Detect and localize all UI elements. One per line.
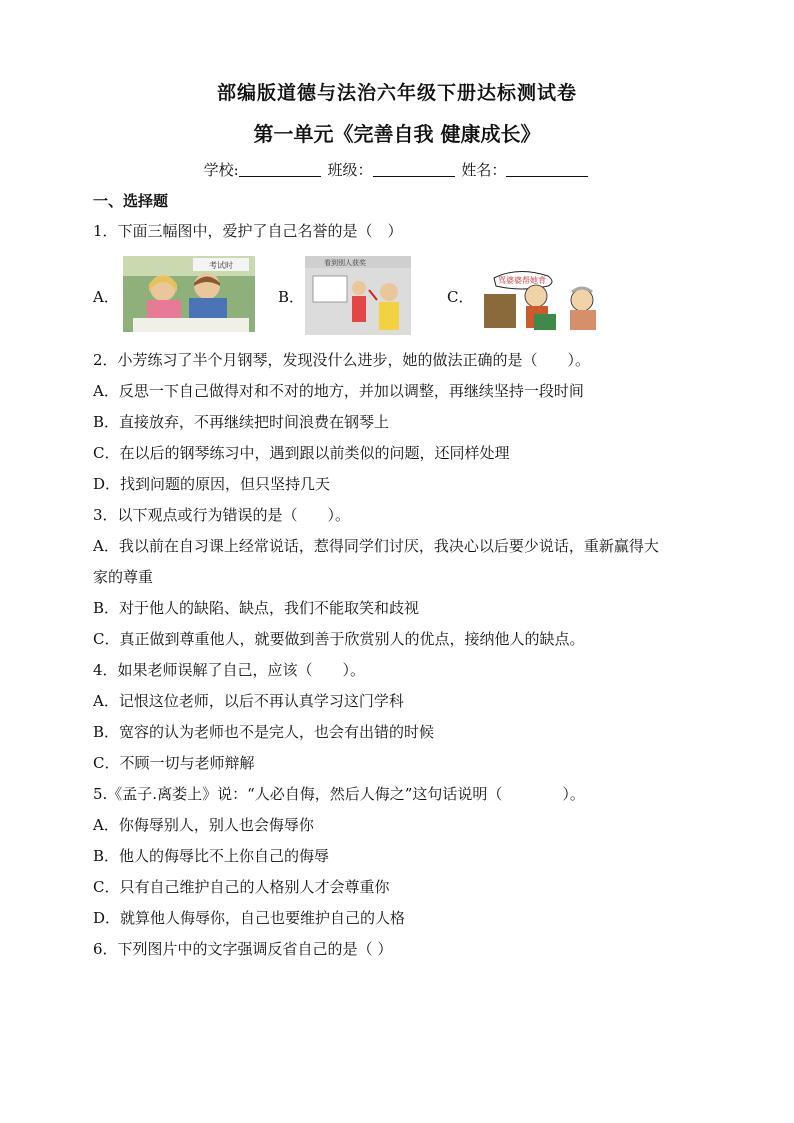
exam-title: 部编版道德与法治六年级下册达标测试卷: [216, 82, 577, 104]
question-4-option-a: A．记恨这位老师，以后不再认真学习这门学科: [93, 692, 404, 710]
question-5-option-c: C．只有自己维护自己的人格别人才会尊重你: [93, 878, 390, 896]
question-5-option-a: A．你侮辱别人，别人也会侮辱你: [93, 816, 314, 834]
question-2-option-d: D．找到问题的原因，但只坚持几天: [93, 475, 331, 493]
school-label: 学校:: [203, 161, 239, 179]
question-4-option-b: B．宽容的认为老师也不是完人，也会有出错的时候: [93, 723, 435, 741]
question-2-option-a: A．反思一下自己做得对和不对的地方，并加以调整，再继续坚持一段时间: [93, 382, 584, 400]
question-1-option-a-label: A．: [93, 288, 119, 306]
question-1-option-c-label: C．: [447, 288, 474, 306]
school-blank: [239, 162, 321, 177]
unit-title: 第一单元《完善自我 健康成长》: [253, 122, 541, 146]
question-3-option-c: C．真正做到尊重他人，就要做到善于欣赏别人的优点，接纳他人的缺点。: [93, 630, 585, 648]
question-3-option-a: A．我以前在自习课上经常说话，惹得同学们讨厌，我决心以后要少说话，重新赢得大: [93, 537, 659, 555]
question-2-option-b: B．直接放弃，不再继续把时间浪费在钢琴上: [93, 413, 390, 431]
question-3-stem: 3．以下观点或行为错误的是（ ）。: [93, 506, 351, 524]
student-info: [0, 159, 794, 180]
question-1-stem: 1．下面三幅图中，爱护了自己名誉的是（ ）: [93, 222, 403, 240]
question-1-option-b-label: B．: [278, 288, 305, 306]
image-a-caption: 考试时: [209, 261, 233, 270]
question-4-option-c: C．不顾一切与老师辩解: [93, 754, 255, 772]
question-1-image-a: [123, 256, 255, 332]
question-5-option-b: B．他人的侮辱比不上你自己的侮辱: [93, 847, 330, 865]
question-6-stem: 6．下列图片中的文字强调反省自己的是（ ）: [93, 940, 393, 958]
name-blank: [506, 162, 588, 177]
class-label: 班级：: [327, 161, 373, 179]
image-b-caption: 看到别人获奖: [324, 259, 366, 267]
section-title: 一、选择题: [93, 192, 169, 210]
question-2-stem: 2．小芳练习了半个月钢琴，发现没什么进步，她的做法正确的是（ ）。: [93, 351, 591, 369]
question-3-option-a-continued: 家的尊重: [93, 568, 154, 586]
image-c-caption: 骂婆婆帮她背: [498, 276, 546, 285]
question-1-image-b: [305, 256, 411, 335]
question-4-stem: 4．如果老师误解了自己，应该（ ）。: [93, 661, 366, 679]
question-5-option-d: D．就算他人侮辱你，自己也要维护自己的人格: [93, 909, 406, 927]
question-5-stem: 5.《孟子.离娄上》说：“人必自侮，然后人侮之”这句话说明（ ）。: [93, 785, 585, 803]
question-3-option-b: B．对于他人的缺陷、缺点，我们不能取笑和歧视: [93, 599, 420, 617]
name-label: 姓名：: [461, 161, 507, 179]
class-blank: [373, 162, 455, 177]
question-2-option-c: C．在以后的钢琴练习中，遇到跟以前类似的问题，还同样处理: [93, 444, 510, 462]
question-1-image-c: [478, 264, 612, 332]
